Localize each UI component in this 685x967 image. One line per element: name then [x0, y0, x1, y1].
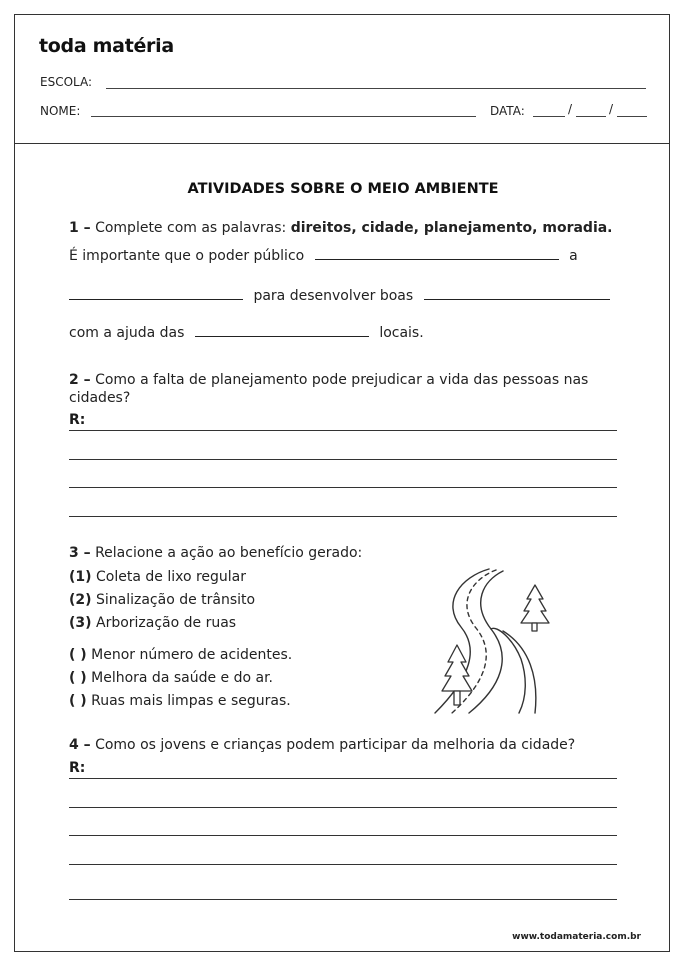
action-item: [69, 592, 255, 608]
pine-tree-icon: [521, 585, 549, 631]
sentence-text: com a ajuda das: [69, 325, 185, 341]
answer-line[interactable]: [69, 864, 617, 865]
name-label: NOME:: [40, 104, 81, 118]
pine-tree-icon: [442, 645, 472, 705]
date-label: DATA:: [490, 104, 525, 118]
road-edge-right: [469, 571, 503, 713]
answer-label: R:: [69, 412, 86, 428]
name-field[interactable]: [91, 116, 476, 117]
blank-field[interactable]: [69, 287, 243, 300]
question-text: Como os jovens e crianças podem participar da melhoria da cidade?: [95, 737, 576, 753]
sentence-text: para desenvolver boas: [253, 288, 414, 304]
action-text: Arborização de ruas: [96, 615, 237, 631]
question-number: 1 –: [69, 220, 91, 236]
question-number: 3 –: [69, 545, 91, 561]
answer-line[interactable]: [69, 899, 617, 900]
answer-line[interactable]: [69, 778, 617, 779]
footer-url: www.todamateria.com.br: [512, 932, 641, 942]
blank-field[interactable]: [315, 247, 559, 260]
word-bank: direitos, cidade, planejamento, moradia.: [290, 220, 613, 236]
action-item: [69, 569, 246, 585]
question-1-sentence-line-3: [69, 324, 424, 341]
question-text: Complete com as palavras:: [95, 220, 287, 236]
date-separator: /: [568, 102, 573, 116]
page-title: ATIVIDADES SOBRE O MEIO AMBIENTE: [187, 181, 499, 197]
question-1-prompt: [69, 220, 613, 236]
action-item: [69, 615, 236, 631]
answer-line[interactable]: [69, 430, 617, 431]
school-label: ESCOLA:: [40, 75, 93, 89]
sentence-text: a: [569, 248, 578, 264]
benefit-item[interactable]: [69, 647, 292, 663]
action-number: (3): [69, 615, 92, 631]
answer-line[interactable]: [69, 516, 617, 517]
question-number: 2 –: [69, 372, 91, 388]
answer-box[interactable]: ( ): [69, 670, 87, 686]
question-1-sentence-line-1: [69, 247, 578, 264]
sentence-text: É importante que o poder público: [69, 248, 305, 264]
road-branch-edge-outer: [503, 631, 536, 713]
answer-label: R:: [69, 760, 86, 776]
answer-box[interactable]: ( ): [69, 647, 87, 663]
question-1-sentence-line-2: [69, 287, 610, 304]
answer-line[interactable]: [69, 835, 617, 836]
brand-logo: toda matéria: [39, 35, 174, 57]
question-3-prompt: [69, 545, 362, 561]
action-text: Coleta de lixo regular: [96, 569, 247, 585]
question-4-prompt: [69, 737, 575, 753]
answer-line[interactable]: [69, 459, 617, 460]
answer-box[interactable]: ( ): [69, 693, 87, 709]
date-year-field[interactable]: [617, 116, 647, 117]
road-trees-illustration: [431, 567, 551, 717]
blank-field[interactable]: [195, 324, 369, 337]
question-text: Como a falta de planejamento pode prejudicar a vida das pessoas nas: [95, 372, 589, 388]
benefit-item[interactable]: [69, 670, 273, 686]
date-separator: /: [609, 102, 614, 116]
date-month-field[interactable]: [576, 116, 606, 117]
question-text: Relacione a ação ao benefício gerado:: [95, 545, 363, 561]
question-number: 4 –: [69, 737, 91, 753]
header-divider: [15, 143, 669, 144]
road-branch-edge: [491, 628, 525, 713]
benefit-item[interactable]: [69, 693, 291, 709]
question-2-prompt: [69, 372, 588, 388]
action-number: (2): [69, 592, 92, 608]
date-day-field[interactable]: [533, 116, 565, 117]
answer-line[interactable]: [69, 807, 617, 808]
benefit-text: Ruas mais limpas e seguras.: [91, 693, 291, 709]
benefit-text: Menor número de acidentes.: [91, 647, 293, 663]
school-field[interactable]: [106, 88, 646, 89]
answer-line[interactable]: [69, 487, 617, 488]
worksheet-page: [14, 14, 670, 952]
action-text: Sinalização de trânsito: [96, 592, 256, 608]
benefit-text: Melhora da saúde e do ar.: [91, 670, 274, 686]
sentence-text: locais.: [379, 325, 424, 341]
question-2-prompt-cont: cidades?: [69, 390, 131, 406]
action-number: (1): [69, 569, 92, 585]
blank-field[interactable]: [424, 287, 610, 300]
